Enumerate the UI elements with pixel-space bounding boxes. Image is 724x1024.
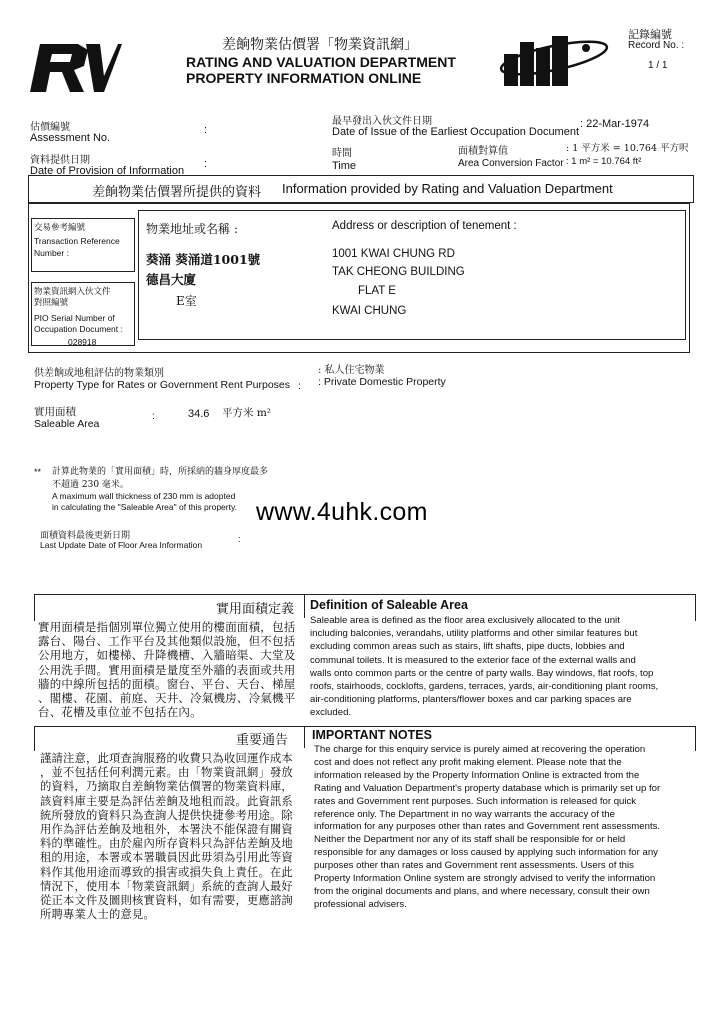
- saleable-area-colon: :: [152, 410, 155, 422]
- definition-zh-line: 、閣樓、花園、前庭、天井、冷氣機房、冷氣機平: [38, 691, 296, 706]
- notes-en-line: professional advisers.: [314, 898, 407, 910]
- definition-en-text: [310, 614, 696, 720]
- provision-label-zh: 資料提供日期: [30, 155, 90, 166]
- pio-logo: [498, 28, 610, 86]
- header-title-en-1: RATING AND VALUATION DEPARTMENT: [186, 54, 456, 70]
- notes-zh-line: ，並不包括任何利潤元素。由「物業資訊網」發放: [40, 766, 293, 780]
- conversion-label-en: Area Conversion Factor: [458, 158, 564, 169]
- notes-en-line: The charge for this enquiry service is purely aimed at recovering the operation: [314, 744, 646, 755]
- transaction-ref-label-en-2: Number :: [34, 248, 69, 258]
- definition-en-line: Saleable area is defined as the floor area exclusively allocated to the unit: [310, 615, 620, 626]
- definition-en-line: air-conditioning platforms, planters/flower boxes and car parking spaces are: [310, 694, 632, 706]
- saleable-area-unit: 平方米 m²: [222, 407, 272, 419]
- notes-zh-line: 該資料庫主要是為評估差餉及地租而設。此資訊系: [40, 794, 293, 808]
- info-header-zh: 差餉物業估價署所提供的資料: [92, 185, 262, 200]
- time-label-zh: 時間: [332, 148, 352, 159]
- definition-zh-line: 台、花槽及車位並不包括在內。: [38, 705, 202, 720]
- definition-en-line: walls onto common parts or the centre of party walls. Bay windows, flat roofs, top: [310, 667, 654, 679]
- property-type-value-zh: : 私人住宅物業: [318, 365, 385, 376]
- conversion-value-2: : 1 m² = 10.764 ft²: [566, 156, 642, 167]
- notes-title-en: IMPORTANT NOTES: [312, 728, 432, 742]
- notes-en-text: [314, 744, 698, 912]
- assessment-label-en: Assessment No.: [30, 132, 111, 144]
- property-type-label-en: Property Type for Rates or Government Rent Purposes: [34, 379, 291, 391]
- record-label-zh: 記錄編號: [628, 28, 672, 41]
- notes-zh-line: 所聘專業人士的意見。: [40, 908, 155, 922]
- notes-zh-line: 的資料，乃摘取自差餉物業估價署的物業資料庫，: [40, 780, 293, 794]
- notes-zh-line: 統所發放的資料只為查詢人提供快捷參考用途。除: [40, 808, 293, 822]
- transaction-ref-label-zh: 交易參考編號: [34, 223, 86, 233]
- definition-en-line: communal toilets. It is measured to the exterior face of the external walls and: [310, 654, 636, 666]
- definition-zh-text: [38, 620, 306, 719]
- issue-label-zh: 最早發出入伙文件日期: [332, 116, 432, 127]
- address-en-line-2: TAK CHEONG BUILDING: [332, 266, 465, 278]
- definition-title-en: Definition of Saleable Area: [310, 598, 468, 612]
- notes-en-line: purposes other than rates and Government rent assessments. Users of this: [314, 860, 634, 872]
- definition-en-line: excluded.: [310, 707, 352, 719]
- assessment-colon: :: [204, 124, 208, 136]
- definition-zh-line: 實用面積是指個別單位獨立使用的樓面面積，包括: [38, 620, 296, 634]
- notes-zh-text: [40, 752, 308, 922]
- transaction-ref-label-en-1: Transaction Reference: [34, 236, 120, 246]
- address-en-line-4: KWAI CHUNG: [332, 305, 407, 317]
- watermark-text: www.4uhk.com: [256, 498, 428, 526]
- rv-logo: [30, 40, 122, 92]
- notes-en-line: rates and Government rent purposes. Such information is released for quick: [314, 795, 637, 807]
- notes-title-divider: [304, 726, 305, 748]
- address-zh-line-3: E室: [176, 294, 197, 308]
- conversion-label-zh: 面積對算值: [458, 146, 508, 157]
- notes-en-line: responsible for any damages or loss caused by applying such information for any: [314, 847, 658, 859]
- address-en-line-3: FLAT E: [358, 285, 396, 297]
- definition-en-line: excluding common areas such as stairs, lift shafts, pipe ducts, lobbies and: [310, 641, 625, 653]
- provision-label-en: Date of Provision of Information: [30, 165, 185, 177]
- definition-zh-line: 公用洗手間。實用面積是量度至外牆的表面或共用: [38, 662, 296, 677]
- pio-serial-label-zh-1: 物業資訊網入伙文件: [34, 287, 111, 297]
- notes-zh-line: 從正本文件及圖則核實資料，如有需要，更應諮詢: [40, 894, 293, 908]
- address-label-en: Address or description of tenement :: [332, 220, 517, 232]
- property-type-label-zh: 供差餉或地租評估的物業類別: [34, 368, 164, 379]
- saleable-area-label-zh: 實用面積: [34, 406, 76, 418]
- record-value: 1 / 1: [648, 60, 668, 71]
- notes-title-zh: 重要通告: [236, 733, 289, 748]
- note-zh-1: 計算此物業的「實用面積」時，所採納的牆身厚度最多: [52, 467, 269, 477]
- address-zh-line-1: 葵涌 葵涌道1001號: [146, 252, 261, 267]
- saleable-area-label-en: Saleable Area: [34, 418, 100, 430]
- definition-en-line: roofs, stairhoods, cocklofts, gardens, terraces, yards, air-conditioning plant rooms,: [310, 681, 659, 693]
- notes-en-line: cost and does not reflect any profit making element. Please note that the: [314, 756, 622, 768]
- note-en-2: in calculating the "Saleable Area" of this property.: [52, 502, 237, 512]
- header-title-zh: 差餉物業估價署「物業資訊網」: [222, 37, 418, 53]
- property-type-colon: :: [298, 380, 301, 392]
- notes-zh-line: 租的用途，本署或本署職員因此毋須為引用此等資: [40, 851, 293, 865]
- notes-zh-line: 料的準確性。由於雇內所存資料只為評估差餉及地: [40, 837, 293, 851]
- update-label-zh: 面積資料最後更新日期: [40, 531, 131, 541]
- notes-en-line: information for any purposes other than rates and Government rent assessments.: [314, 821, 661, 833]
- definition-title-divider: [304, 594, 305, 618]
- property-type-value-en: : Private Domestic Property: [318, 376, 446, 388]
- notes-zh-line: 料作其他用途而導致的損害或損失負上責任。在此: [40, 865, 293, 879]
- issue-label-en: Date of Issue of the Earliest Occupation Document: [332, 126, 580, 138]
- pio-serial-value: 028918: [68, 337, 97, 347]
- definition-zh-line: 牆的中線所包括的面積。窗台、平台、天台、梯屋: [38, 676, 296, 691]
- notes-en-line: reference only. The Department in no way warrants the accuracy of the: [314, 808, 615, 820]
- address-label-zh: 物業地址或名稱 :: [146, 222, 238, 236]
- header-title-en-2: PROPERTY INFORMATION ONLINE: [186, 70, 422, 86]
- record-label-en: Record No. :: [628, 40, 685, 51]
- note-zh-2: 不超過 230 毫米。: [52, 480, 129, 490]
- saleable-area-value: 34.6: [188, 408, 210, 420]
- provision-colon: :: [204, 158, 208, 170]
- definition-title-zh: 實用面積定義: [216, 602, 295, 617]
- note-star: **: [34, 467, 42, 477]
- notes-en-line: Rating and Valuation Department's property database which is primarily set up for: [314, 782, 661, 794]
- notes-zh-line: 謹請注意，此項查詢服務的收費只為收回運作成本: [40, 752, 293, 765]
- definition-en-line: including balconies, verandahs, utility platforms and other similar features but: [310, 628, 638, 640]
- time-label-en: Time: [332, 160, 357, 172]
- note-en-1: A maximum wall thickness of 230 mm is adopted: [52, 491, 236, 501]
- pio-serial-label-en-1: PIO Serial Number of: [34, 313, 115, 323]
- notes-en-line: from the original documents and plans, and where necessary, consult their own: [314, 885, 650, 897]
- notes-en-line: Neither the Department nor any of its staff shall be responsible for or held: [314, 834, 626, 846]
- notes-zh-line: 情況下，使用本「物業資訊網」系統的查詢人最好: [40, 879, 293, 893]
- update-colon: :: [238, 534, 241, 544]
- notes-en-line: Property Information Online system are strongly advised to verify the information: [314, 873, 656, 885]
- definition-zh-line: 露台、陽台、工作平台及其他類似設施，但不包括: [38, 634, 296, 649]
- pio-serial-label-en-2: Occupation Document :: [34, 324, 123, 334]
- address-zh-line-2: 德昌大廈: [146, 272, 197, 287]
- assessment-label-zh: 估價編號: [30, 122, 70, 133]
- notes-zh-line: 用作為評估差餉及地租外，本署決不能保證有關資: [40, 823, 293, 837]
- definition-zh-line: 公用地方，如樓梯、升降機槽、入牆暗渠、大堂及: [38, 648, 296, 663]
- notes-en-line: information released by the Property Information Online is extracted from the: [314, 769, 640, 781]
- issue-value: : 22-Mar-1974: [580, 118, 650, 130]
- pio-serial-label-zh-2: 對照編號: [34, 298, 69, 308]
- address-en-line-1: 1001 KWAI CHUNG RD: [332, 248, 455, 260]
- conversion-value-1: : 1 平方米 = 10.764 平方呎: [566, 143, 689, 154]
- info-header-en: Information provided by Rating and Valuation Department: [282, 181, 613, 196]
- update-label-en: Last Update Date of Floor Area Information: [40, 540, 203, 550]
